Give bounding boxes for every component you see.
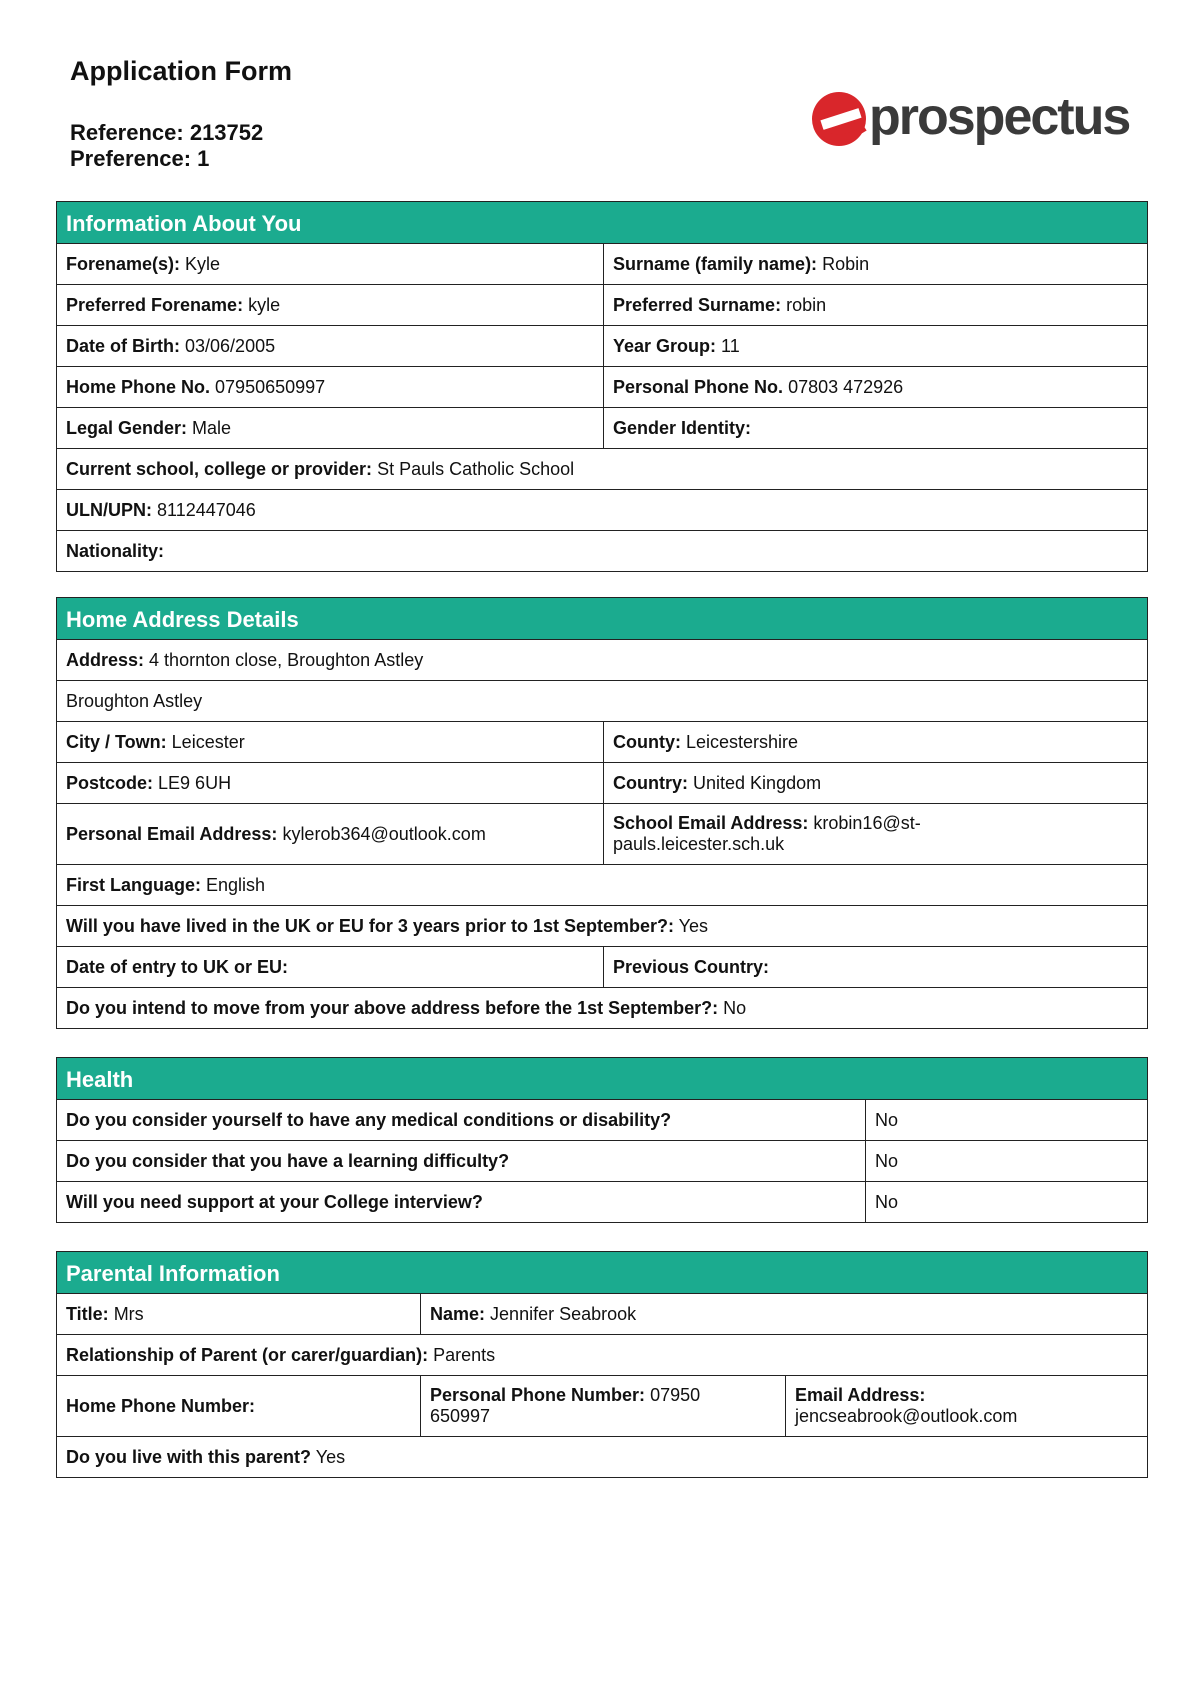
surname-field: Surname (family name): Robin: [603, 244, 1147, 284]
section-heading: Parental Information: [57, 1252, 1147, 1294]
health-answer: No: [865, 1100, 1147, 1140]
eprospectus-logo: [807, 82, 1137, 152]
uln-upn-field: ULN/UPN: 8112447046: [66, 499, 256, 520]
current-school-field: Current school, college or provider: St Pauls Catholic School: [66, 458, 575, 479]
parent-email-field: Email Address: jencseabrook@outlook.com: [785, 1376, 1147, 1436]
parent-name-field: Name: Jennifer Seabrook: [420, 1294, 1147, 1334]
parent-title-field: Title: Mrs: [66, 1303, 144, 1324]
section-about-you: [56, 201, 1148, 572]
section-home-address: [56, 597, 1148, 1029]
date-of-entry-field: Date of entry to UK or EU:: [66, 956, 289, 977]
health-answer: No: [865, 1141, 1147, 1181]
section-parental-info: [56, 1251, 1148, 1478]
health-question: Do you consider yourself to have any medical conditions or disability?: [66, 1109, 672, 1130]
e-logo-icon: [812, 92, 866, 146]
nationality-field: Nationality:: [66, 540, 165, 561]
health-question: Do you consider that you have a learning difficulty?: [66, 1150, 510, 1171]
reference-block: [70, 120, 263, 172]
city-field: City / Town: Leicester: [66, 731, 245, 752]
relationship-field: Relationship of Parent (or carer/guardian): Parents: [66, 1344, 496, 1365]
section-heading: Health: [57, 1058, 1147, 1100]
health-question: Will you need support at your College interview?: [66, 1191, 483, 1212]
county-field: County: Leicestershire: [603, 722, 1147, 762]
health-answer: No: [865, 1182, 1147, 1222]
section-heading: Information About You: [57, 202, 1147, 244]
section-heading: Home Address Details: [57, 598, 1147, 640]
year-group-field: Year Group: 11: [603, 326, 1147, 366]
preferred-forename-field: Preferred Forename: kyle: [66, 294, 281, 315]
reference-number: Reference: 213752: [70, 120, 264, 145]
first-language-field: First Language: English: [66, 874, 266, 895]
lived-in-uk-field: Will you have lived in the UK or EU for 3 years prior to 1st September?: Yes: [66, 915, 709, 936]
personal-email-field: Personal Email Address: kylerob364@outlook.com: [66, 823, 486, 844]
legal-gender-field: Legal Gender: Male: [66, 417, 232, 438]
live-with-parent-field: Do you live with this parent? Yes: [66, 1446, 346, 1467]
address-field: Address: 4 thornton close, Broughton Astley: [66, 649, 424, 670]
section-health: [56, 1057, 1148, 1223]
table-row: [57, 1100, 1147, 1141]
personal-phone-field: Personal Phone No. 07803 472926: [603, 367, 1147, 407]
parent-home-phone-field: Home Phone Number:: [66, 1395, 256, 1416]
date-of-birth-field: Date of Birth: 03/06/2005: [66, 335, 276, 356]
table-row: [57, 1182, 1147, 1222]
home-phone-field: Home Phone No. 07950650997: [66, 376, 326, 397]
page-title: Application Form: [70, 56, 292, 86]
intend-to-move-field: Do you intend to move from your above address before the 1st September?: No: [66, 997, 747, 1018]
preferred-surname-field: Preferred Surname: robin: [603, 285, 1147, 325]
table-row: [57, 1141, 1147, 1182]
preference-number: Preference: 1: [70, 146, 210, 171]
country-field: Country: United Kingdom: [603, 763, 1147, 803]
forename-field: Forename(s): Kyle: [66, 253, 221, 274]
parent-personal-phone-field: Personal Phone Number: 07950 650997: [420, 1376, 785, 1436]
gender-identity-field: Gender Identity:: [603, 408, 1147, 448]
logo-wordmark: prospectus: [869, 88, 1130, 146]
postcode-field: Postcode: LE9 6UH: [66, 772, 232, 793]
school-email-field: School Email Address: krobin16@st- pauls.leicester.sch.uk: [603, 804, 1147, 864]
address-line2-field: Broughton Astley: [66, 690, 203, 711]
previous-country-field: Previous Country:: [603, 947, 1147, 987]
